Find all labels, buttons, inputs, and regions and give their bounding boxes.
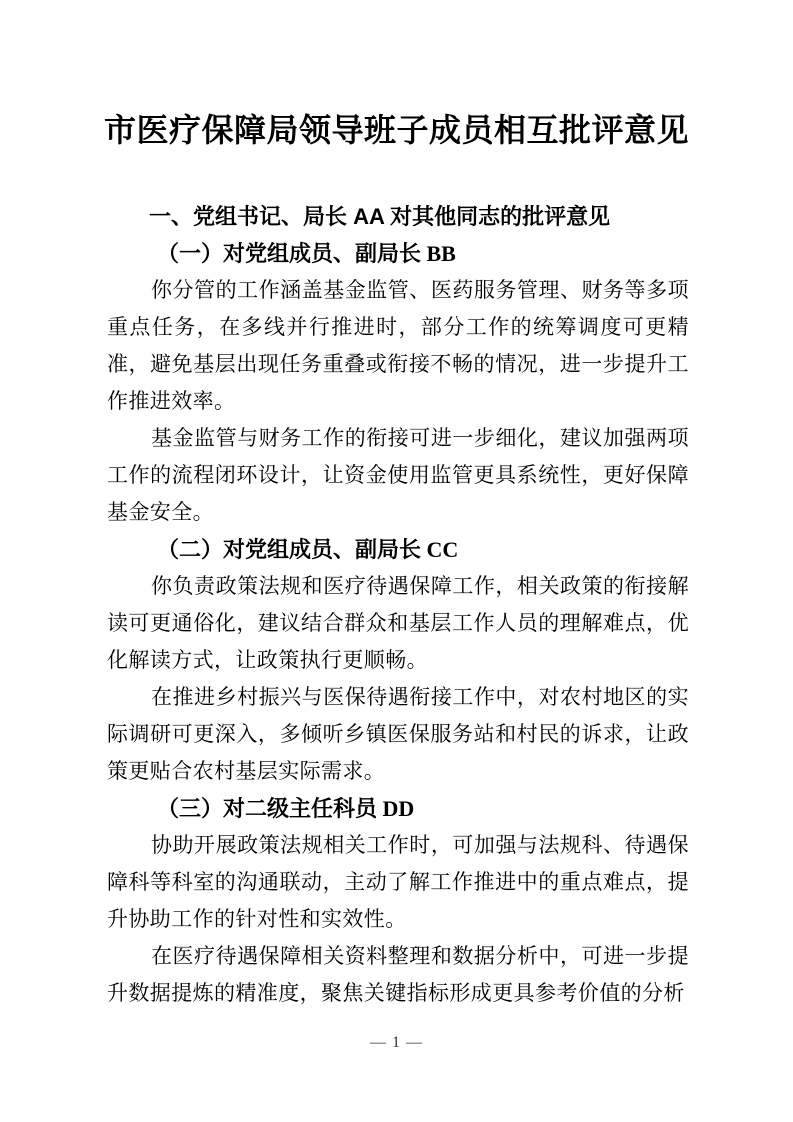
paragraph-5: 协助开展政策法规相关工作时，可加强与法规科、待遇保障科等科室的沟通联动，主动了解工作推进中的重点难点，提升协助工作的针对性和实效性。 — [107, 833, 689, 931]
paragraph-3: 你负责政策法规和医疗待遇保障工作，相关政策的衔接解读可更通俗化，建议结合群众和基层工作人员的理解难点，优化解读方式，让政策执行更顺畅。 — [107, 574, 689, 672]
subsection-heading-3: （三）对二级主任科员 DD — [157, 796, 415, 821]
document-title: 市医疗保障局领导班子成员相互批评意见 — [103, 112, 689, 148]
section-heading-1: 一、党组书记、局长 AA 对其他同志的批评意见 — [149, 204, 611, 229]
paragraph-4: 在推进乡村振兴与医保待遇衔接工作中，对农村地区的实际调研可更深入，多倾听乡镇医保服务站和村民的诉求，让政策更贴合农村基层实际需求。 — [107, 685, 689, 783]
subsection-heading-2: （二）对党组成员、副局长 CC — [157, 537, 459, 562]
subsection-heading-1: （一）对党组成员、副局长 BB — [157, 241, 456, 266]
paragraph-6: 在医疗待遇保障相关资料整理和数据分析中，可进一步提升数据提炼的精准度，聚焦关键指标形成更具参考价值的分析 — [107, 944, 689, 1005]
paragraph-1: 你分管的工作涵盖基金监管、医药服务管理、财务等多项重点任务，在多线并行推进时，部分工作的统筹调度可更精准，避免基层出现任务重叠或衔接不畅的情况，进一步提升工作推进效率。 — [107, 278, 689, 413]
page-number: — 1 — — [370, 1034, 423, 1051]
document-body — [0, 154, 793, 1012]
paragraph-2: 基金监管与财务工作的衔接可进一步细化，建议加强两项工作的流程闭环设计，让资金使用监管更具系统性，更好保障基金安全。 — [107, 426, 689, 524]
